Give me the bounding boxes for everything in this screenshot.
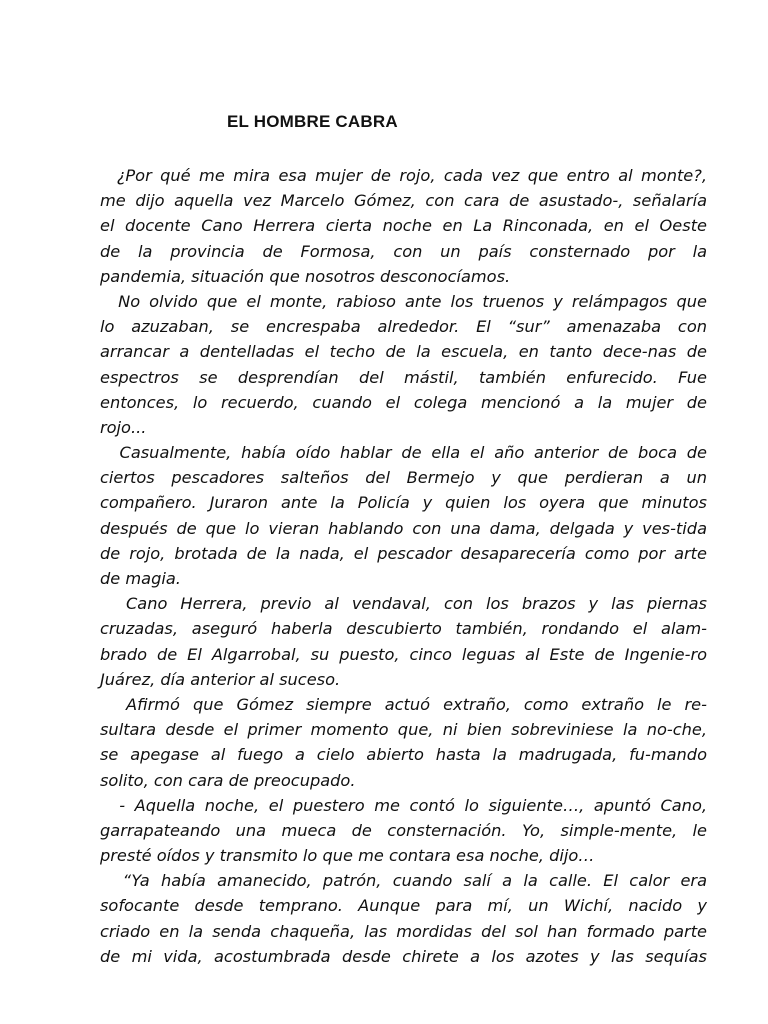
text-line: ¿Por qué me mira esa mujer de rojo, cada vez que entro al monte?, — [100, 166, 707, 185]
text-line: garrapateando una mueca de consternación. Yo, simple-mente, le — [100, 820, 707, 840]
text-line: entonces, lo recuerdo, cuando el colega mencionó a la mujer de — [100, 392, 707, 412]
text-line: compañero. Juraron ante la Policía y quien los oyera que minutos — [100, 493, 707, 513]
text-line: sultara desde el primer momento que, ni bien sobreviniese la no-che, — [100, 720, 707, 740]
text-line: de magia. — [100, 569, 181, 588]
text-line: Cano Herrera, previo al vendaval, con los brazos y las piernas — [100, 594, 707, 614]
text-line: presté oídos y transmito lo que me contara esa noche, dijo… — [100, 846, 595, 866]
text-line: brado de El Algarrobal, su puesto, cinco leguas al Este de Ingenie-ro — [100, 644, 707, 664]
text-line: de la provincia de Formosa, con un país consternado por la — [100, 241, 707, 261]
text-line: solito, con cara de preocupado. — [100, 770, 356, 790]
text-line: arrancar a dentelladas el techo de la escuela, en tanto dece-nas de — [100, 342, 707, 362]
text-line: ciertos pescadores salteños del Bermejo y que perdieran a un — [100, 468, 707, 488]
text-line: - Aquella noche, el puestero me contó lo siguiente…, apuntó Cano, — [100, 795, 707, 815]
story-body — [100, 163, 707, 969]
text-line: me dijo aquella vez Marcelo Gómez, con cara de asustado-, señalaría — [100, 191, 707, 211]
text-line: No olvido que el monte, rabioso ante los truenos y relámpagos que — [100, 291, 707, 311]
text-line: el docente Cano Herrera cierta noche en La Rinconada, en el Oeste — [100, 216, 707, 236]
text-line: “Ya había amanecido, patrón, cuando salí a la calle. El calor era — [100, 871, 707, 891]
text-line: cruzadas, aseguró haberla descubierto también, rondando el alam- — [100, 619, 707, 639]
text-line: sofocante desde temprano. Aunque para mí, un Wichí, nacido y — [100, 896, 707, 916]
text-line: de rojo, brotada de la nada, el pescador desaparecería como por arte — [100, 543, 707, 563]
text-line: se apegase al fuego a cielo abierto hasta la madrugada, fu-mando — [100, 745, 707, 765]
text-line: rojo... — [100, 417, 147, 437]
text-line: espectros se desprendían del mástil, también enfurecido. Fue — [100, 367, 707, 387]
text-line: Casualmente, había oído hablar de ella el año anterior de boca de — [100, 443, 707, 463]
text-line: criado en la senda chaqueña, las mordidas del sol han formado parte — [100, 921, 707, 941]
text-line: pandemia, situación que nosotros desconocíamos. — [100, 266, 511, 286]
text-line: Juárez, día anterior al suceso. — [100, 669, 341, 689]
text-line: después de que lo vieran hablando con una dama, delgada y ves-tida — [100, 518, 707, 538]
text-line: Afirmó que Gómez siempre actuó extraño, como extraño le re- — [100, 694, 707, 714]
text-line: de mi vida, acostumbrada desde chirete a los azotes y las sequías — [100, 946, 707, 966]
text-line: lo azuzaban, se encrespaba alrededor. El “sur” amenazaba con — [100, 317, 707, 337]
story-title: EL HOMBRE CABRA — [227, 112, 398, 131]
